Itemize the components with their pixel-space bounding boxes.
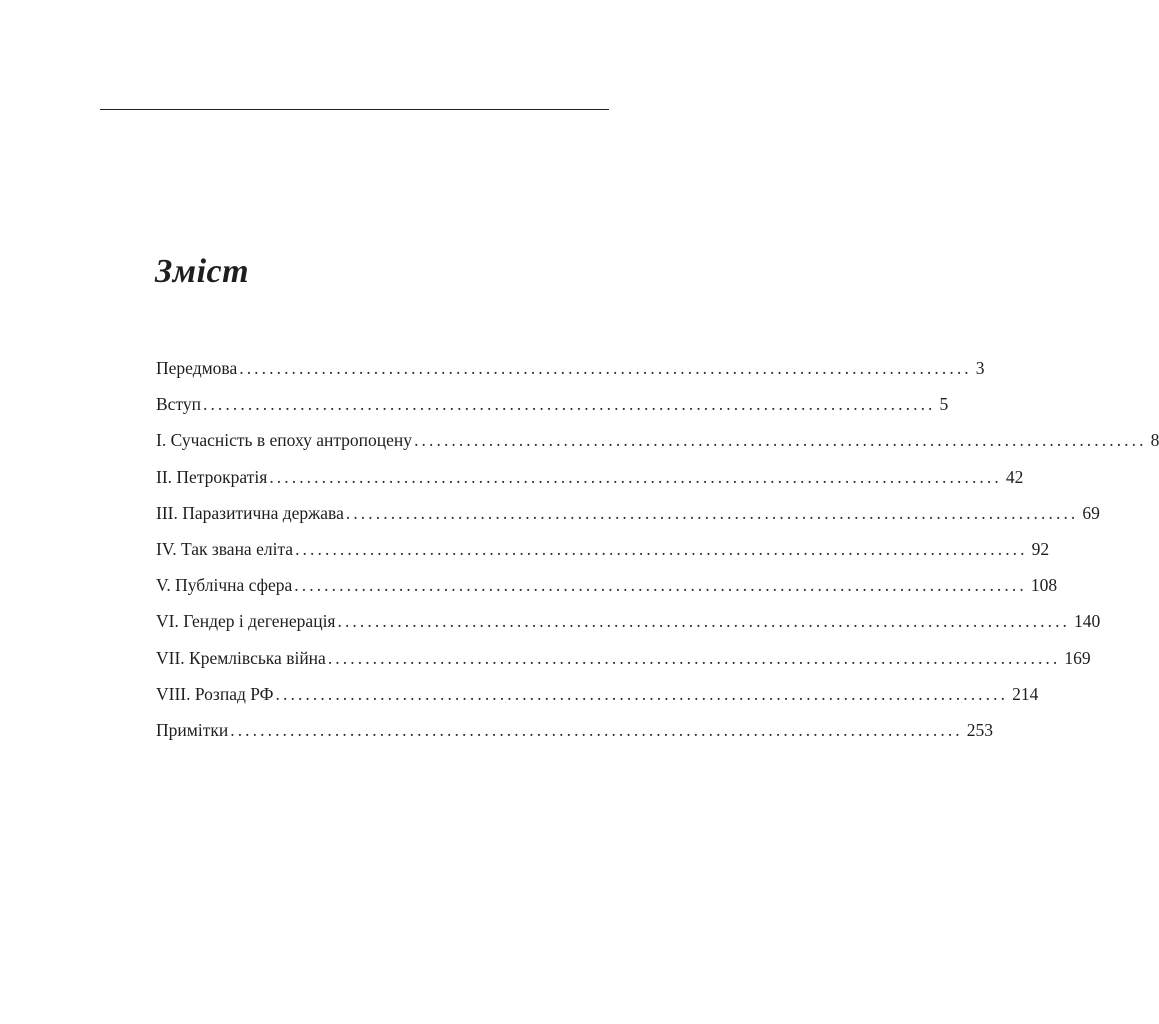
toc-entry-page: 92: [1031, 538, 1050, 559]
toc-entry-title: VI. Гендер і дегенерація: [156, 611, 336, 632]
dot-leader: ..................................................................................................: [275, 683, 1009, 704]
toc-entry: [156, 429, 1159, 465]
toc-entry-page: 108: [1030, 575, 1058, 596]
toc-entry-title: VII. Кремлівська війна: [156, 647, 326, 668]
toc-entry-title: Примітки: [156, 719, 229, 740]
dot-leader: ..................................................................................................: [327, 647, 1061, 668]
toc-title: Зміст: [155, 253, 250, 290]
toc-entry-page: 140: [1074, 611, 1101, 632]
toc-entry-page: 69: [1082, 502, 1100, 523]
dot-leader: ..................................................................................................: [414, 430, 1147, 451]
toc-entry-title: I. Сучасність в епоху антропоцену: [156, 430, 413, 451]
toc-entry-title: Вступ: [156, 394, 201, 415]
toc-entry-title: VIII. Розпад РФ: [156, 683, 274, 704]
toc-entry-title: V. Публічна сфера: [156, 575, 293, 596]
dot-leader: ..................................................................................................: [269, 466, 1002, 487]
toc-entry-page: 214: [1012, 683, 1039, 704]
dot-leader: ..................................................................................................: [294, 575, 1027, 596]
toc-entry: [156, 610, 1101, 646]
toc-entry-title: II. Петрократія: [156, 466, 268, 487]
toc-entry: [156, 502, 1100, 538]
toc-entry: [156, 466, 1024, 502]
dot-leader: ..................................................................................................: [337, 611, 1071, 632]
toc-entry-page: 5: [939, 394, 949, 415]
toc-entry-page: 42: [1005, 466, 1024, 487]
dot-leader: ..................................................................................................: [295, 538, 1028, 559]
toc-list: [156, 357, 1159, 755]
toc-entry-title: Передмова: [156, 358, 238, 378]
toc-entry-title: IV. Так звана еліта: [156, 538, 294, 559]
toc-entry-page: 8: [1150, 430, 1159, 451]
dot-leader: ..................................................................................................: [230, 719, 963, 740]
toc-entry: [156, 719, 994, 755]
dot-leader: ..................................................................................................: [239, 358, 972, 378]
toc-entry-page: 3: [975, 358, 985, 378]
toc-entry: [156, 393, 949, 429]
toc-entry-page: 253: [966, 719, 994, 740]
toc-entry: [156, 683, 1039, 719]
top-rule: [100, 109, 609, 110]
toc-entry: [156, 538, 1050, 574]
dot-leader: ..................................................................................................: [202, 394, 936, 415]
toc-entry: [156, 574, 1058, 610]
toc-entry-page: 169: [1064, 647, 1091, 668]
toc-entry: [156, 357, 985, 393]
dot-leader: ..................................................................................................: [345, 502, 1079, 523]
toc-entry-title: III. Паразитична держава: [156, 502, 344, 523]
toc-entry: [156, 647, 1091, 683]
